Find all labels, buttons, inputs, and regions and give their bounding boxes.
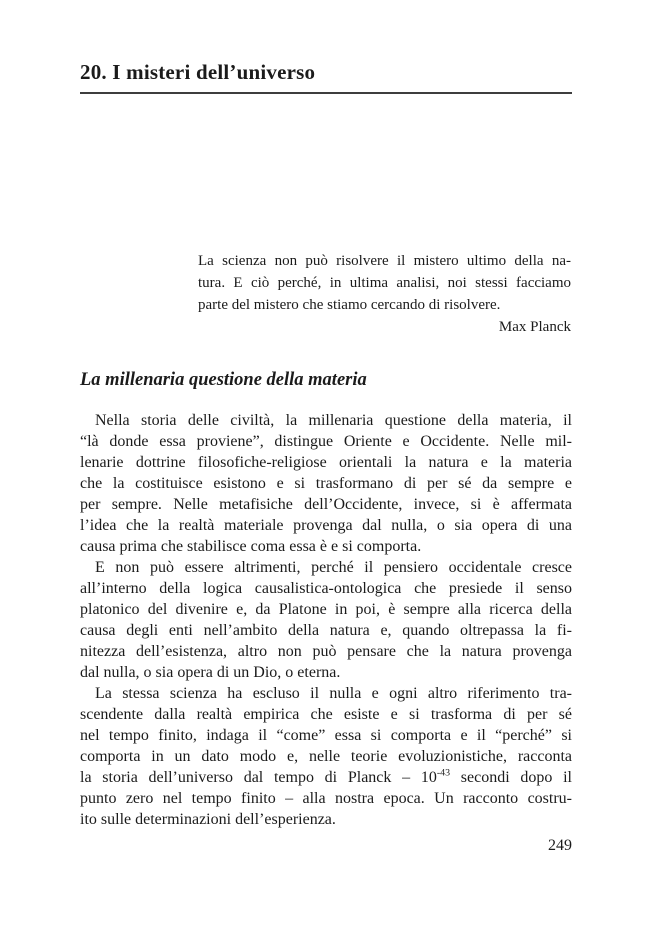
text-line: platonico del divenire e, da Platone in poi, è sempre alla ricerca della [80, 601, 572, 618]
text-line: Nella storia delle civiltà, la millenaria questione della materia, il [95, 412, 572, 429]
text-line: E non può essere altrimenti, perché il pensiero occidentale cresce [95, 559, 572, 576]
text-segment: secondi dopo il [450, 769, 573, 786]
text-line: causa prima che stabilisce coma essa è e si comporta. [80, 538, 422, 555]
epigraph-line: La scienza non può risolvere il mistero ultimo della na- [198, 253, 571, 269]
text-line: “là donde essa proviene”, distingue Oriente e Occidente. Nelle mil- [80, 433, 572, 450]
text-line: nel tempo finito, indaga il “come” essa si comporta e il “perché” si [80, 727, 572, 744]
text-line-with-exponent [80, 767, 572, 788]
epigraph-attribution: Max Planck [498, 319, 571, 335]
title-rule [80, 92, 572, 94]
paragraph-3 [80, 683, 572, 830]
epigraph-line: parte del mistero che stiamo cercando di risolvere. [198, 297, 501, 313]
text-segment: la storia dell’universo dal tempo di Planck – 10 [80, 769, 437, 786]
text-line: nitezza dell’esistenza, altro non può pensare che la natura provenga [80, 643, 572, 660]
text-line: La stessa scienza ha escluso il nulla e ogni altro riferimento tra- [95, 685, 572, 702]
epigraph [198, 250, 571, 338]
text-line: che la costituisce esistono e si trasformano di per sé da sempre e [80, 475, 572, 492]
paragraph-1 [80, 410, 572, 557]
text-line: per sempre. Nelle metafisiche dell’Occidente, invece, si è affermata [80, 496, 572, 513]
epigraph-line: tura. E ciò perché, in ultima analisi, noi stessi facciamo [198, 275, 571, 291]
text-line: dal nulla, o sia opera di un Dio, o eterna. [80, 664, 341, 681]
paragraph-2 [80, 557, 572, 683]
text-line: comporta in un dato modo e, nelle teorie evoluzionistiche, racconta [80, 748, 572, 765]
page-number: 249 [548, 837, 572, 854]
section-heading: La millenaria questione della materia [80, 370, 367, 390]
text-line: punto zero nel tempo finito – alla nostra epoca. Un racconto costru- [80, 790, 572, 807]
body-text [80, 410, 572, 830]
text-line: causa degli enti nell’ambito della natura e, quando oltrepassa la fi- [80, 622, 572, 639]
superscript-exponent: -43 [436, 767, 451, 779]
text-line: all’interno della logica causalistica-ontologica che presiede il senso [80, 580, 572, 597]
text-line: lenarie dottrine filosofiche-religiose orientali la natura e la materia [80, 454, 572, 471]
text-line: l’idea che la realtà materiale provenga dal nulla, o sia opera di una [80, 517, 572, 534]
text-line: ito sulle determinazioni dell’esperienza. [80, 811, 336, 828]
text-block [80, 58, 572, 856]
text-line: scendente dalla realtà empirica che esiste e si trasforma di per sé [80, 706, 572, 723]
chapter-title: 20. I misteri dell’universo [80, 60, 316, 84]
